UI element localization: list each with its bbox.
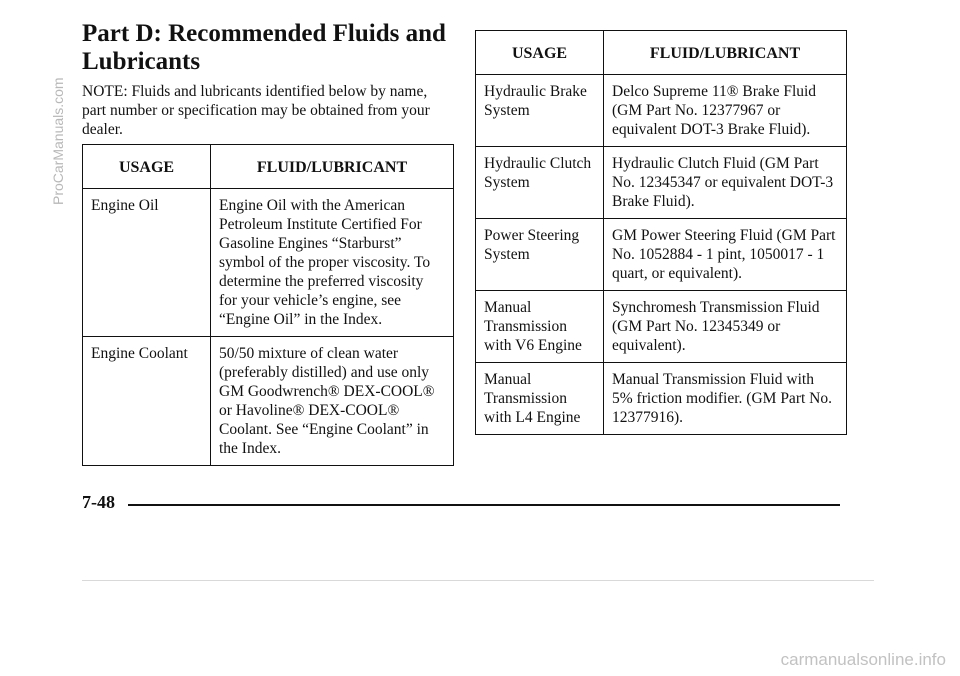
fluid-cell: GM Power Steering Fluid (GM Part No. 1052884 - 1 pint, 1050017 - 1 quart, or equivalent). — [604, 219, 847, 291]
usage-cell: Power Steering System — [476, 219, 604, 291]
column-header-fluid: FLUID/LUBRICANT — [604, 31, 847, 75]
column-header-fluid: FLUID/LUBRICANT — [211, 145, 454, 189]
table-row — [83, 337, 454, 466]
fluid-cell: 50/50 mixture of clean water (preferably distilled) and use only GM Goodwrench® DEX-COOL® or Havoline® DEX-COOL® Coolant. See “Engine Coolant” in the Index. — [211, 337, 454, 466]
fluid-cell: Manual Transmission Fluid with 5% friction modifier. (GM Part No. 12377916). — [604, 363, 847, 435]
fluid-cell: Engine Oil with the American Petroleum Institute Certified For Gasoline Engines “Starburst” symbol of the proper viscosity. To determine the preferred viscosity for your vehicle’s engine, see “Engine Oil” in the Index. — [211, 189, 454, 337]
usage-cell: Hydraulic Brake System — [476, 75, 604, 147]
table-row — [476, 147, 847, 219]
table-row — [476, 363, 847, 435]
usage-cell: Engine Oil — [83, 189, 211, 337]
table-header-row — [83, 145, 454, 189]
usage-cell: Manual Transmission with L4 Engine — [476, 363, 604, 435]
page-number: 7-48 — [82, 492, 115, 512]
table-row — [476, 219, 847, 291]
watermark-vertical: ProCarManuals.com — [50, 77, 66, 205]
fluid-cell: Synchromesh Transmission Fluid (GM Part No. 12345349 or equivalent). — [604, 291, 847, 363]
table-header-row — [476, 31, 847, 75]
usage-cell: Engine Coolant — [83, 337, 211, 466]
table-row — [476, 75, 847, 147]
page-edge-line — [82, 580, 874, 581]
section-heading: Part D: Recommended Fluids and Lubricants — [82, 20, 446, 75]
column-header-usage: USAGE — [476, 31, 604, 75]
column-header-usage: USAGE — [83, 145, 211, 189]
fluids-table-left — [82, 144, 454, 466]
usage-cell: Hydraulic Clutch System — [476, 147, 604, 219]
footer-rule — [128, 504, 840, 506]
table-row — [476, 291, 847, 363]
fluids-table-right — [475, 30, 847, 435]
table-row — [83, 189, 454, 337]
watermark-bottom: carmanualsonline.info — [780, 650, 946, 669]
fluid-cell: Delco Supreme 11® Brake Fluid (GM Part No. 12377967 or equivalent DOT-3 Brake Fluid). — [604, 75, 847, 147]
note-text: NOTE: Fluids and lubricants identified below by name, part number or specification may be obtained from your dealer. — [82, 83, 430, 138]
fluid-cell: Hydraulic Clutch Fluid (GM Part No. 12345347 or equivalent DOT-3 Brake Fluid). — [604, 147, 847, 219]
usage-cell: Manual Transmission with V6 Engine — [476, 291, 604, 363]
